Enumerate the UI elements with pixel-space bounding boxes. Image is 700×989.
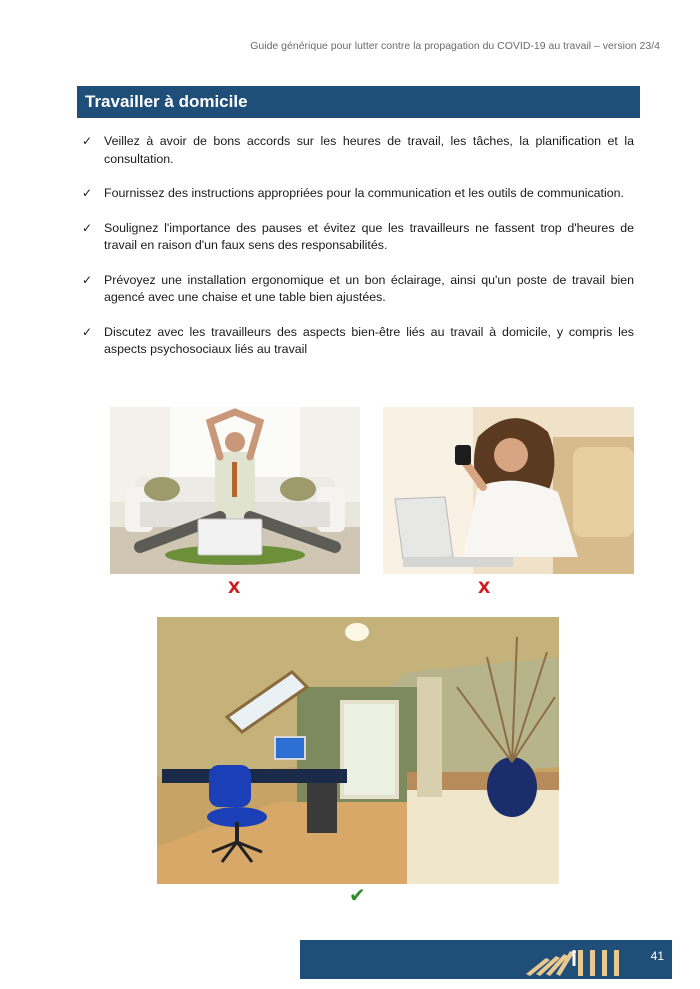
list-item (82, 272, 634, 307)
list-item-text: Discutez avec les travailleurs des aspects bien-être liés au travail à domicile, y compris les aspects psychosociaux liés au travail (104, 324, 634, 356)
domino-logo-icon (524, 944, 632, 976)
list-item-text: Prévoyez une installation ergonomique et un bon éclairage, ainsi qu'un poste de travail bien agencé avec une chaise et une table bien ajustées. (104, 272, 634, 304)
section-title: Travailler à domicile (85, 92, 248, 111)
check-icon: ✓ (82, 324, 93, 339)
check-icon: ✓ (82, 220, 93, 235)
check-icon: ✓ (82, 134, 93, 148)
list-item-text: Soulignez l'importance des pauses et évitez que les travailleurs ne fassent trop d'heures de travail en raison d'un faux sens des responsabilités. (104, 220, 634, 252)
list-item-text: Fournissez des instructions appropriées pour la communication et les outils de communication. (104, 186, 624, 200)
footer-bar (300, 940, 672, 979)
photo-woman-sofa-laptop (383, 407, 634, 574)
page-number: 41 (650, 949, 664, 963)
incorrect-mark: X (228, 578, 241, 597)
section-title-bar (77, 86, 640, 118)
list-item (82, 133, 634, 168)
recommendations-list (82, 133, 634, 376)
photo-ergonomic-home-office (157, 617, 559, 884)
list-item (82, 185, 634, 203)
running-header: Guide générique pour lutter contre la propagation du COVID-19 au travail – version 23/4 (250, 40, 660, 52)
list-item (82, 324, 634, 359)
incorrect-mark: X (478, 578, 491, 597)
list-item-text: Veillez à avoir de bons accords sur les heures de travail, les tâches, la planification et la consultation. (104, 134, 634, 166)
correct-mark: ✔ (349, 883, 366, 907)
check-icon: ✓ (82, 272, 93, 287)
check-icon: ✓ (82, 186, 93, 200)
photo-man-stretching-floor (110, 407, 360, 574)
list-item (82, 220, 634, 255)
